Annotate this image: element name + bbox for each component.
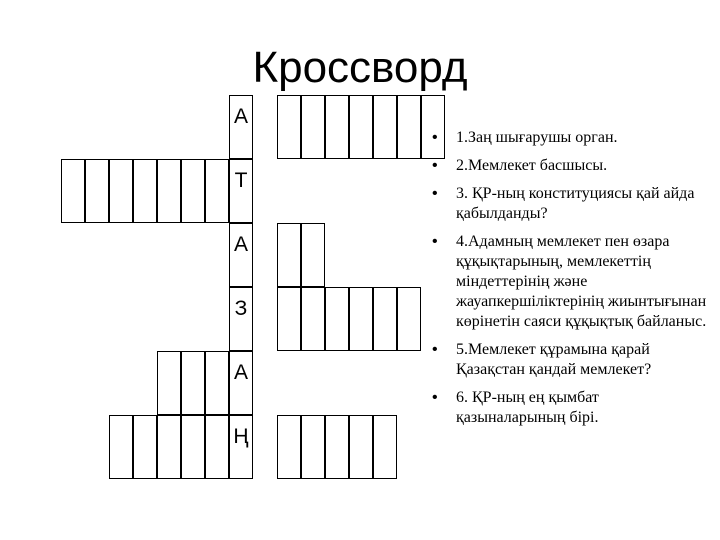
crossword-cell[interactable] <box>397 95 421 159</box>
crossword-key-cell: Т <box>229 159 253 223</box>
crossword-cell[interactable] <box>85 159 109 223</box>
crossword-cell[interactable] <box>133 159 157 223</box>
crossword-cell[interactable] <box>349 415 373 479</box>
crossword-cell[interactable] <box>277 415 301 479</box>
crossword-cell[interactable] <box>277 223 301 287</box>
crossword-cell[interactable] <box>373 95 397 159</box>
crossword-cell[interactable] <box>181 351 205 415</box>
clue-list <box>432 128 712 436</box>
crossword-key-cell: Ң <box>229 415 253 479</box>
crossword-cell[interactable] <box>157 351 181 415</box>
crossword-cell[interactable] <box>157 159 181 223</box>
crossword-cell[interactable] <box>181 159 205 223</box>
clue-item: • 3. ҚР-ның конституциясы қай айда қабылданды? <box>432 184 712 224</box>
crossword-cell[interactable] <box>325 95 349 159</box>
crossword-cell[interactable] <box>373 415 397 479</box>
crossword-cell[interactable] <box>301 95 325 159</box>
crossword-key-cell: З <box>229 287 253 351</box>
crossword-cell[interactable] <box>61 159 85 223</box>
crossword-key-cell: А <box>229 351 253 415</box>
clue-item: • 5.Мемлекет құрамына қарай Қазақстан қандай мемлекет? <box>432 340 712 380</box>
clue-item: • 4.Адамның мемлекет пен өзара құқықтарының, мемлекеттің міндеттерінің және жауапкершіліктерінің жиынтығынан көрінетін саяси құқықтық байланыс. <box>432 232 712 332</box>
crossword-cell[interactable] <box>205 159 229 223</box>
crossword-cell[interactable] <box>277 287 301 351</box>
crossword-cell[interactable] <box>181 415 205 479</box>
crossword-cell[interactable] <box>301 223 325 287</box>
crossword-cell[interactable] <box>325 415 349 479</box>
crossword-cell[interactable] <box>133 415 157 479</box>
clue-item: • 2.Мемлекет басшысы. <box>432 156 712 176</box>
crossword-cell[interactable] <box>397 287 421 351</box>
crossword-cell[interactable] <box>373 287 397 351</box>
crossword-cell[interactable] <box>157 415 181 479</box>
slide-title: Кроссворд <box>252 43 468 92</box>
crossword-cell[interactable] <box>349 287 373 351</box>
crossword-cell[interactable] <box>301 415 325 479</box>
crossword-key-cell: А <box>229 95 253 159</box>
crossword-cell[interactable] <box>205 351 229 415</box>
crossword-cell[interactable] <box>109 159 133 223</box>
crossword-cell[interactable] <box>325 287 349 351</box>
clue-item: • 1.Заң шығарушы орган. <box>432 128 712 148</box>
crossword-cell[interactable] <box>301 287 325 351</box>
crossword-cell[interactable] <box>205 415 229 479</box>
crossword-cell[interactable] <box>109 415 133 479</box>
crossword-key-cell: А <box>229 223 253 287</box>
crossword-cell[interactable] <box>277 95 301 159</box>
crossword-cell[interactable] <box>349 95 373 159</box>
clue-item: • 6. ҚР-ның ең қымбат қазыналарының бірі. <box>432 388 712 428</box>
